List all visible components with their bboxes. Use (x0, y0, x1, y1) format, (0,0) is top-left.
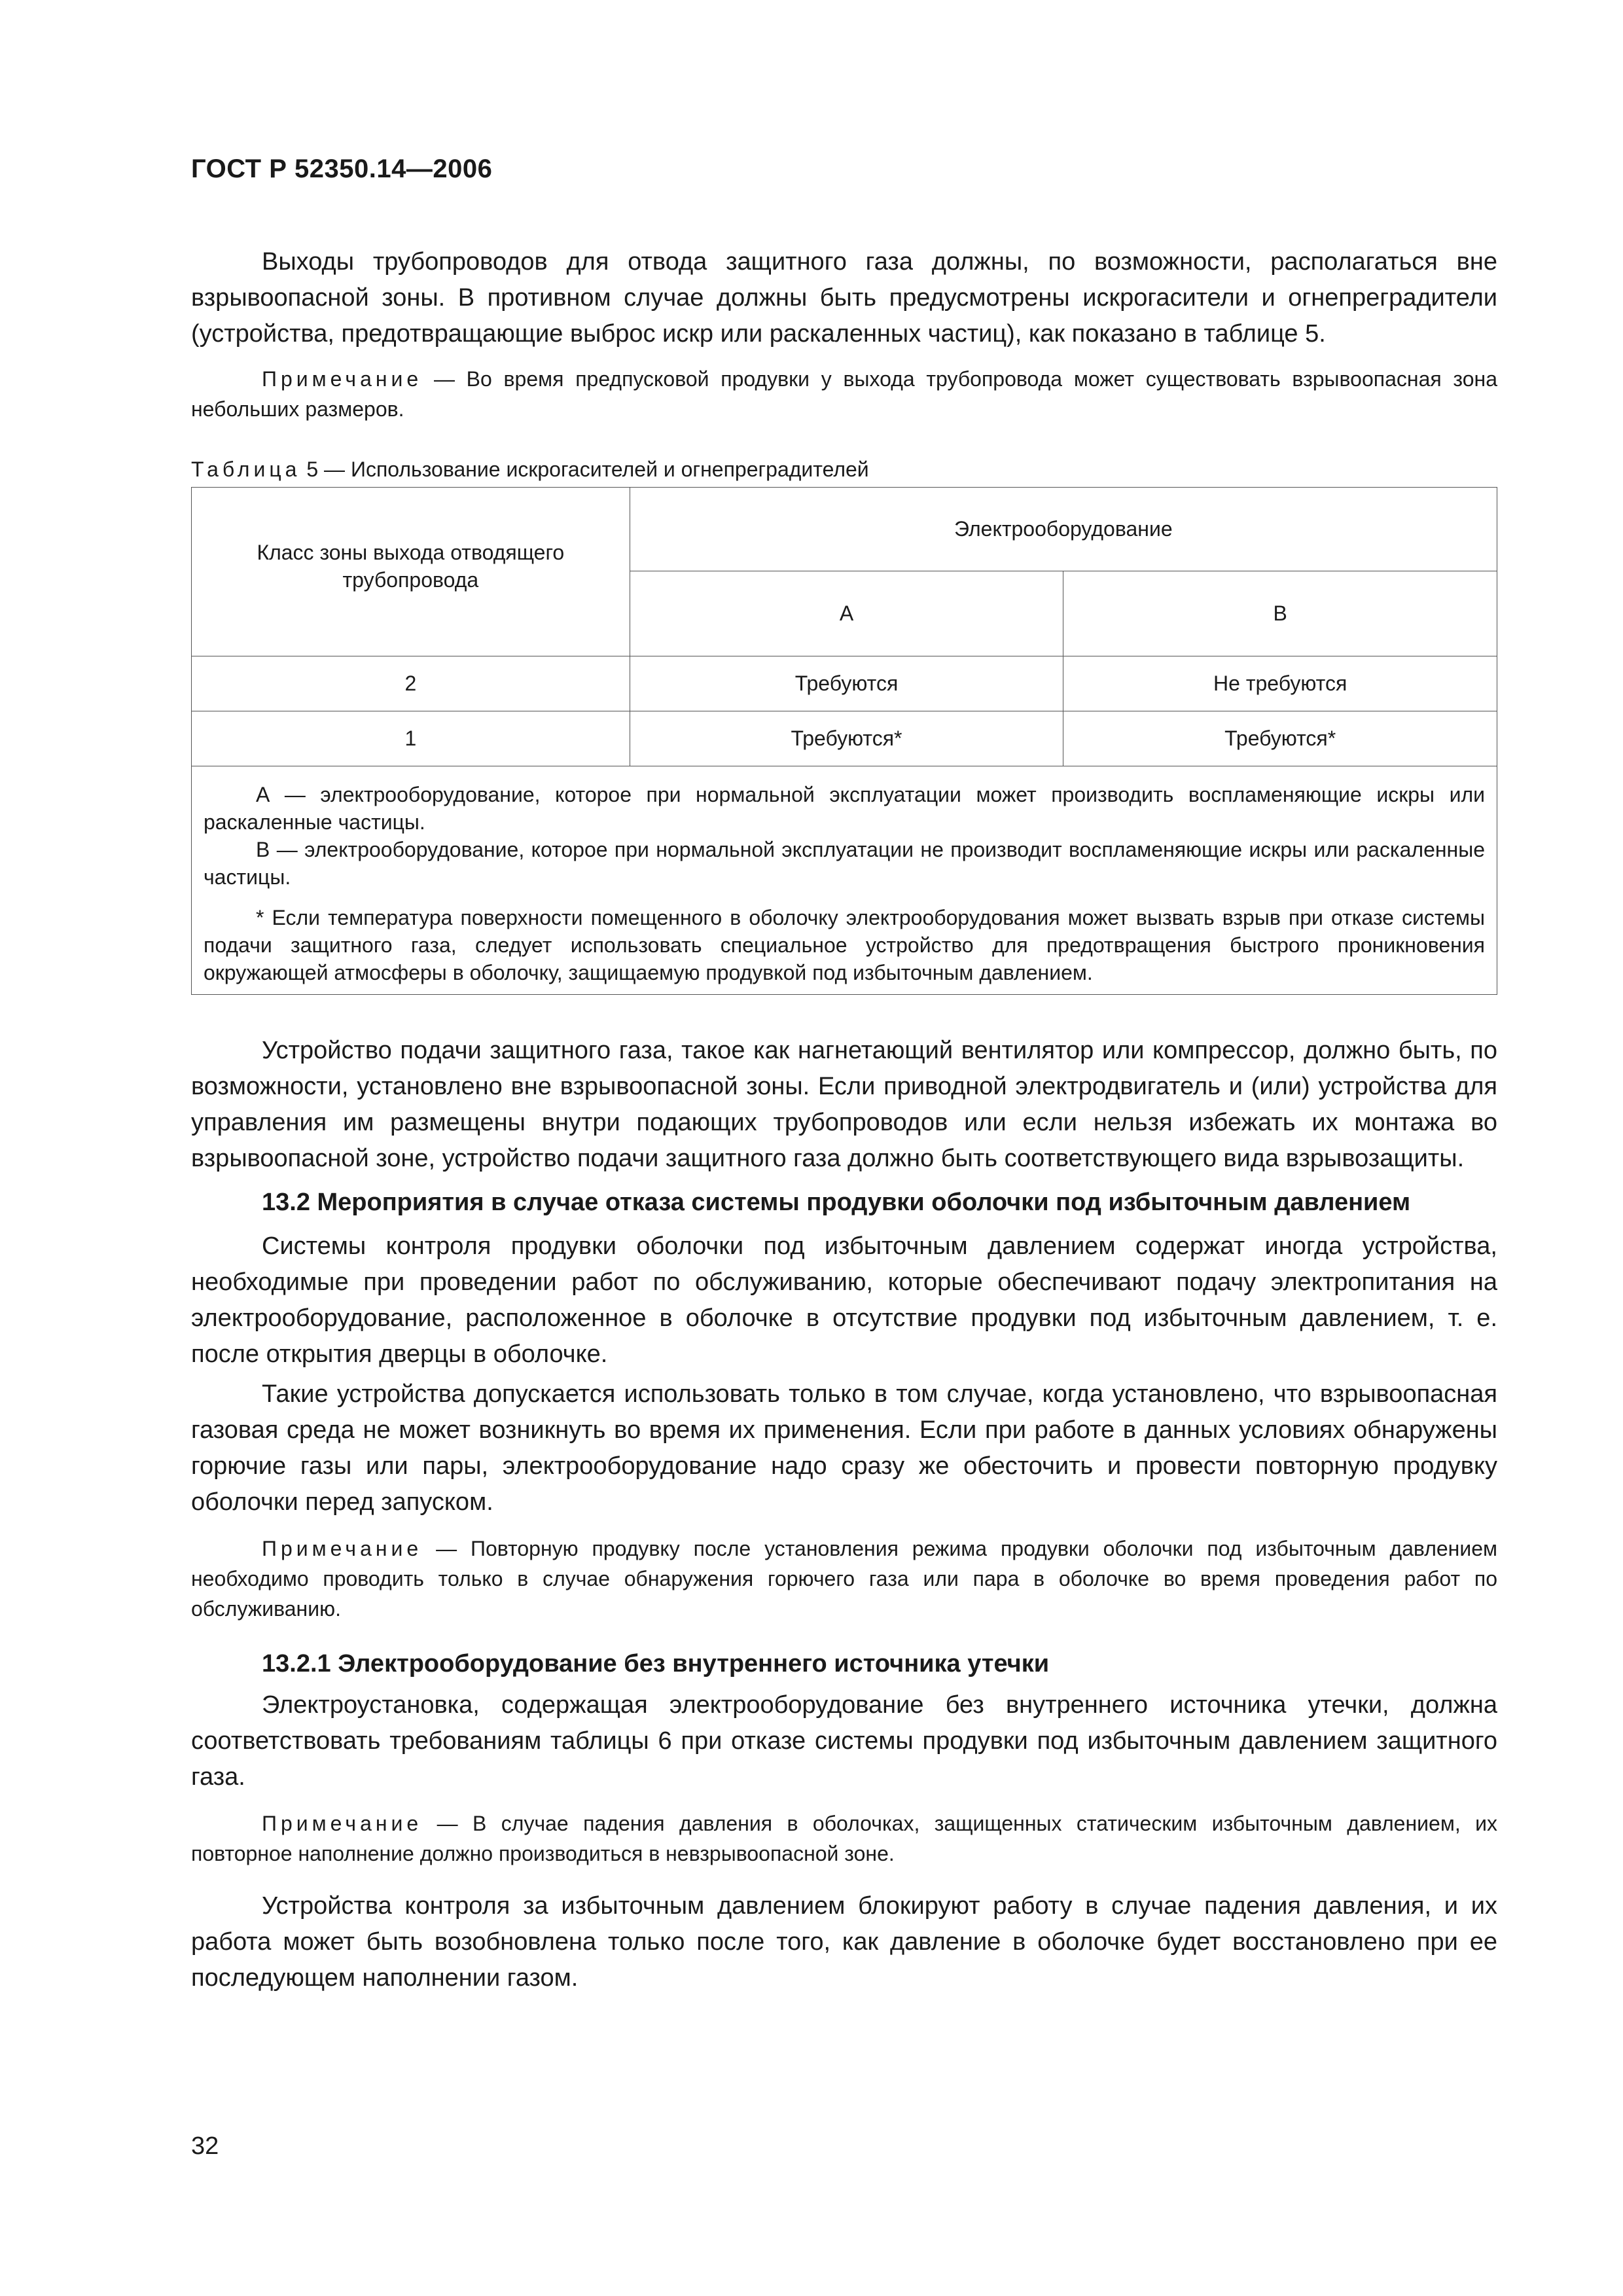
cell-zone: 1 (192, 711, 630, 766)
table-notes (192, 766, 1497, 995)
table-footnote: * Если температура поверхности помещенного в оболочку электрооборудования может вызвать взрыв при отказе системы подачи защитного газа, следует использовать специальное устройство для предотвращения быстрого проникновения окружающей атмосферы в оболочку, защищаемую продувкой под избыточным давлением. (204, 906, 1485, 984)
header-col-b: В (1063, 571, 1497, 656)
section-heading-13-2: 13.2 Мероприятия в случае отказа системы продувки оболочки под избыточным давлением (262, 1189, 1411, 1216)
page-number: 32 (191, 2132, 219, 2160)
legend-a: А — электрооборудование, которое при нормальной эксплуатации может производить воспламеняющие искры или раскаленные частицы. (204, 783, 1485, 834)
legend-b: В — электрооборудование, которое при нормальной эксплуатации не производит воспламеняющие искры или раскаленные частицы. (204, 838, 1485, 889)
table-caption (191, 454, 1497, 484)
table-5 (191, 487, 1497, 995)
document-page (191, 154, 1497, 1996)
note-prepurge (191, 364, 1497, 424)
paragraph-control-systems: Системы контроля продувки оболочки под избыточным давлением содержат иногда устройства, необходимые при проведении работ по обслуживанию, которые обеспечивают подачу электропитания на электрооборудование, расположенное в оболочке в отсутствие продувки под избыточным давлением, т. е. после открытия дверцы в оболочке. (191, 1232, 1497, 1368)
paragraph-gas-supply: Устройство подачи защитного газа, такое как нагнетающий вентилятор или компрессор, должно быть, по возможности, установлено вне взрывоопасной зоны. Если приводной электродвигатель и (или) устройства для управления им размещены внутри подающих трубопроводов или если нельзя избежать их монтажа во взрывоопасной зоне, устройство подачи защитного газа должно быть соответствующего вида взрывозащиты. (191, 1037, 1497, 1172)
table-caption-text: 5 — Использование искрогасителей и огнепреградителей (300, 457, 869, 481)
note-text: — Во время предпусковой продувки у выхода трубопровода может существовать взрывоопасная зона небольших размеров. (191, 367, 1497, 421)
cell-b: Требуются* (1063, 711, 1497, 766)
table-row (192, 711, 1497, 766)
note-label: Примечание (262, 1812, 423, 1835)
note-text: — Повторную продувку после установления режима продувки оболочки под избыточным давлением необходимо проводить только в случае обнаружения горючего газа или пара в оболочке во время проведения работ по обслуживанию. (191, 1537, 1497, 1621)
table-caption-label: Таблица (191, 457, 301, 481)
note-repurge (191, 1534, 1497, 1624)
cell-zone: 2 (192, 656, 630, 711)
header-col-a: А (630, 571, 1063, 656)
cell-b: Не требуются (1063, 656, 1497, 711)
header-zone-class: Класс зоны выхода отводящего трубопровода (192, 488, 630, 656)
paragraph-devices-usage: Такие устройства допускается использовать только в том случае, когда установлено, что взрывоопасная газовая среда не может возникнуть во время их применения. Если при работе в данных условиях обнаружены горючие газы или пары, электрооборудование надо сразу же обесточить и провести повторную продувку оболочки перед запуском. (191, 1380, 1497, 1516)
paragraph-pressure-control: Устройства контроля за избыточным давлением блокируют работу в случае падения давления, и их работа может быть возобновлена только после того, как давление в оболочке будет восстановлено при ее последующем наполнении газом. (191, 1892, 1497, 1992)
document-header: ГОСТ Р 52350.14—2006 (191, 154, 493, 183)
cell-a: Требуются* (630, 711, 1063, 766)
note-label: Примечание (262, 1537, 423, 1560)
paragraph-outlets: Выходы трубопроводов для отвода защитного газа должны, по возможности, располагаться вне взрывоопасной зоны. В противном случае должны быть предусмотрены искрогасители и огнепреградители (устройства, предотвращающие выброс искр или раскаленных частиц), как показано в таблице 5. (191, 248, 1497, 348)
paragraph-installation: Электроустановка, содержащая электрооборудование без внутреннего источника утечки, должна соответствовать требованиям таблицы 6 при отказе системы продувки под избыточным давлением защитного газа. (191, 1691, 1497, 1791)
header-equipment: Электрооборудование (630, 488, 1497, 571)
section-heading-13-2-1: 13.2.1 Электрооборудование без внутреннего источника утечки (262, 1650, 1050, 1677)
cell-a: Требуются (630, 656, 1063, 711)
note-pressure-drop (191, 1808, 1497, 1869)
note-label: Примечание (262, 367, 423, 391)
note-text: — В случае падения давления в оболочках, защищенных статическим избыточным давлением, их повторное наполнение должно производиться в невзрывоопасной зоне. (191, 1812, 1497, 1865)
table-row (192, 656, 1497, 711)
